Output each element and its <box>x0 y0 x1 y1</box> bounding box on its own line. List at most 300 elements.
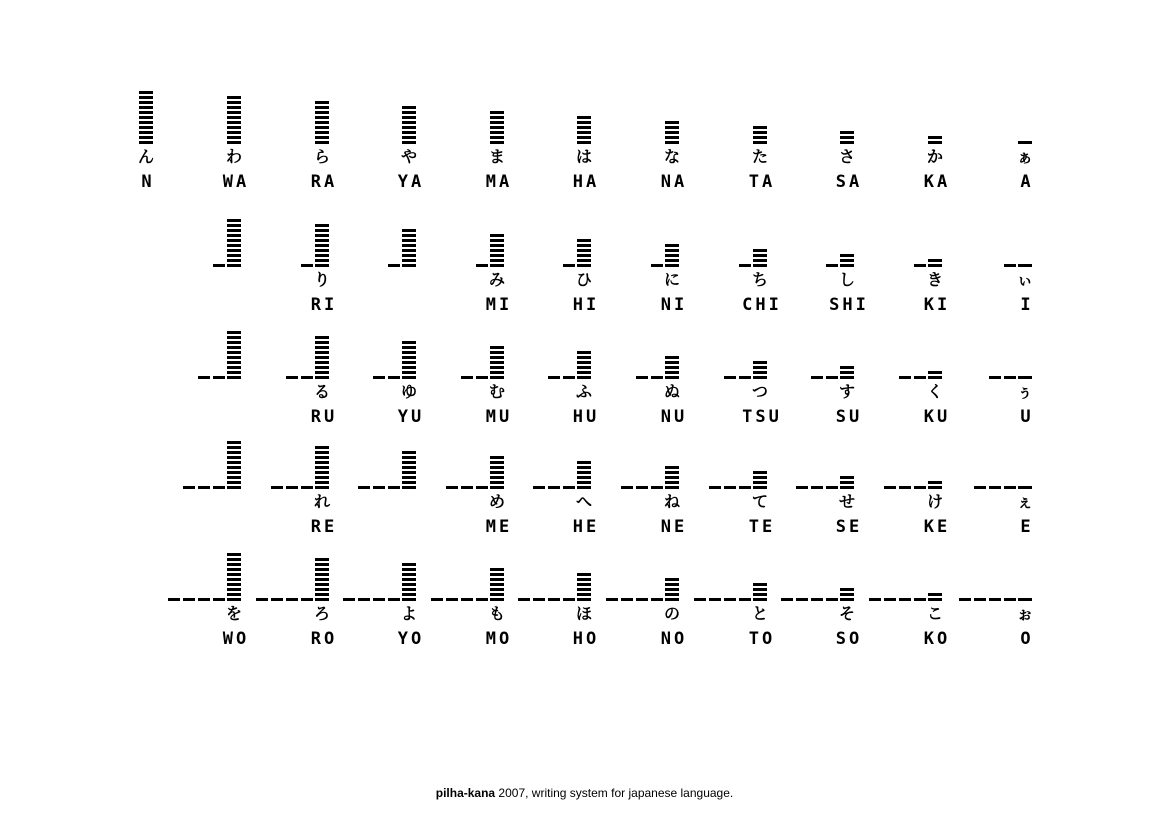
romaji-label: YA <box>397 172 425 192</box>
romaji-label: TSU <box>742 407 782 427</box>
romaji-label: NO <box>660 629 688 649</box>
stack-bar <box>577 583 591 586</box>
stack-bar <box>840 141 854 144</box>
stack-bar <box>577 598 591 601</box>
stack-bar <box>227 583 241 586</box>
stack-bar <box>227 229 241 232</box>
kana-label: や <box>400 147 417 166</box>
stack-bar <box>840 259 854 262</box>
stack-bar <box>402 366 416 369</box>
romaji-label: RU <box>310 407 338 427</box>
stack-bar <box>577 466 591 469</box>
dash-bar <box>914 376 926 379</box>
stack-bar <box>753 588 767 591</box>
dash-bar <box>563 486 575 489</box>
stack-bar <box>139 126 153 129</box>
stack-bar <box>665 264 679 267</box>
dash-bar <box>651 598 663 601</box>
stack-bar <box>928 259 942 262</box>
stack-bar <box>227 371 241 374</box>
stack-bar <box>402 376 416 379</box>
stack-bar <box>315 341 329 344</box>
romaji-label: SA <box>835 172 863 192</box>
romaji-label: WO <box>222 629 250 649</box>
dash-bar <box>301 376 313 379</box>
stack-bar <box>665 254 679 257</box>
stack-bar <box>402 578 416 581</box>
stack-bar <box>227 131 241 134</box>
dash-bar <box>974 598 986 601</box>
stack-bar <box>227 446 241 449</box>
kana-label: す <box>838 382 855 401</box>
dash-bar <box>213 376 225 379</box>
kana-label: せ <box>838 492 855 511</box>
stack-bar <box>753 259 767 262</box>
stack-bar <box>577 126 591 129</box>
kana-label: め <box>488 492 505 511</box>
dash-bar <box>548 598 560 601</box>
stack-bar <box>315 346 329 349</box>
stack-bar <box>490 244 504 247</box>
stack-bar <box>227 573 241 576</box>
stack-bar <box>490 481 504 484</box>
stack-bar <box>665 588 679 591</box>
kana-label: り <box>313 270 330 289</box>
stack-bar <box>665 486 679 489</box>
dash-bar <box>271 486 283 489</box>
kana-label: れ <box>313 492 330 511</box>
stack-bar <box>402 476 416 479</box>
stack-bar <box>402 593 416 596</box>
dash-bar <box>563 598 575 601</box>
stack-bar <box>753 481 767 484</box>
dash-bar <box>183 486 195 489</box>
stack-bar <box>753 376 767 379</box>
kana-label: と <box>751 604 768 623</box>
stack-bar <box>402 588 416 591</box>
stack-bar <box>577 578 591 581</box>
stack-bar <box>315 563 329 566</box>
romaji-label: U <box>1020 407 1034 427</box>
stack-bar <box>490 239 504 242</box>
dash-bar <box>899 376 911 379</box>
stack-bar <box>227 476 241 479</box>
stack-bar <box>753 476 767 479</box>
stack-bar <box>227 244 241 247</box>
kana-label: く <box>926 382 943 401</box>
stack-bar <box>490 461 504 464</box>
kana-label: し <box>838 270 855 289</box>
stack-bar <box>1018 486 1032 489</box>
dash-bar <box>826 264 838 267</box>
dash-bar <box>811 598 823 601</box>
stack-bar <box>665 471 679 474</box>
stack-bar <box>490 121 504 124</box>
romaji-label: YU <box>397 407 425 427</box>
dash-bar <box>431 598 443 601</box>
stack-bar <box>753 486 767 489</box>
stack-bar <box>315 116 329 119</box>
dash-bar <box>461 376 473 379</box>
stack-bar <box>490 116 504 119</box>
stack-bar <box>753 471 767 474</box>
stack-bar <box>577 588 591 591</box>
stack-bar <box>315 578 329 581</box>
stack-bar <box>227 466 241 469</box>
stack-bar <box>402 239 416 242</box>
stack-bar <box>139 91 153 94</box>
stack-bar <box>227 121 241 124</box>
stack-bar <box>402 563 416 566</box>
dash-bar <box>286 486 298 489</box>
stack-bar <box>402 111 416 114</box>
stack-bar <box>665 361 679 364</box>
dash-bar <box>373 376 385 379</box>
stack-bar <box>928 481 942 484</box>
dash-bar <box>446 486 458 489</box>
kana-label: ふ <box>575 382 592 401</box>
dash-bar <box>168 598 180 601</box>
stack-bar <box>665 466 679 469</box>
stack-bar <box>315 111 329 114</box>
stack-bar <box>753 254 767 257</box>
kana-label: に <box>663 270 680 289</box>
stack-bar <box>402 259 416 262</box>
stack-bar <box>315 598 329 601</box>
dash-bar <box>739 264 751 267</box>
stack-bar <box>577 254 591 257</box>
dash-bar <box>301 598 313 601</box>
stack-bar <box>490 259 504 262</box>
stack-bar <box>753 593 767 596</box>
stack-bar <box>753 131 767 134</box>
stack-bar <box>227 239 241 242</box>
stack-bar <box>840 264 854 267</box>
dash-bar <box>709 598 721 601</box>
dash-bar <box>884 486 896 489</box>
stack-bar <box>227 331 241 334</box>
stack-bar <box>490 254 504 257</box>
stack-bar <box>315 141 329 144</box>
dash-bar <box>989 376 1001 379</box>
dash-bar <box>198 486 210 489</box>
stack-bar <box>753 598 767 601</box>
stack-bar <box>490 356 504 359</box>
stack-bar <box>139 116 153 119</box>
stack-bar <box>402 356 416 359</box>
dash-bar <box>621 598 633 601</box>
stack-bar <box>840 371 854 374</box>
stack-bar <box>402 116 416 119</box>
romaji-label: HO <box>572 629 600 649</box>
stack-bar <box>315 259 329 262</box>
stack-bar <box>577 131 591 134</box>
kana-label: よ <box>400 604 417 623</box>
kana-label: け <box>926 492 943 511</box>
stack-bar <box>139 96 153 99</box>
caption-title: pilha-kana <box>435 786 496 800</box>
stack-bar <box>315 376 329 379</box>
stack-bar <box>139 111 153 114</box>
kana-label: ん <box>137 147 154 166</box>
dash-bar <box>388 486 400 489</box>
stack-bar <box>490 136 504 139</box>
stack-bar <box>928 371 942 374</box>
stack-bar <box>840 593 854 596</box>
stack-bar <box>928 264 942 267</box>
dash-bar <box>548 376 560 379</box>
kana-label: ひ <box>575 270 592 289</box>
kana-label: も <box>488 604 505 623</box>
kana-label: つ <box>751 382 768 401</box>
romaji-label: KE <box>923 517 951 537</box>
kana-label: へ <box>575 492 592 511</box>
stack-bar <box>315 264 329 267</box>
stack-bar <box>840 254 854 257</box>
stack-bar <box>315 121 329 124</box>
stack-bar <box>577 264 591 267</box>
stack-bar <box>840 486 854 489</box>
dash-bar <box>446 598 458 601</box>
stack-bar <box>577 461 591 464</box>
dash-bar <box>476 264 488 267</box>
dash-bar <box>739 376 751 379</box>
stack-bar <box>139 136 153 139</box>
stack-bar <box>227 441 241 444</box>
stack-bar <box>315 461 329 464</box>
stack-bar <box>227 356 241 359</box>
dash-bar <box>724 598 736 601</box>
dash-bar <box>709 486 721 489</box>
stack-bar <box>315 568 329 571</box>
kana-label: ね <box>663 492 680 511</box>
stack-bar <box>490 476 504 479</box>
dash-bar <box>914 598 926 601</box>
romaji-label: ME <box>485 517 513 537</box>
stack-bar <box>315 224 329 227</box>
kana-label: ぇ <box>1016 492 1033 511</box>
stack-bar <box>315 481 329 484</box>
stack-bar <box>665 259 679 262</box>
stack-bar <box>227 376 241 379</box>
romaji-label: KA <box>923 172 951 192</box>
dash-bar <box>781 598 793 601</box>
stack-bar <box>577 249 591 252</box>
romaji-label: YO <box>397 629 425 649</box>
stack-bar <box>665 121 679 124</box>
stack-bar <box>490 593 504 596</box>
caption-text: 2007, writing system for japanese language. <box>495 786 734 800</box>
stack-bar <box>227 451 241 454</box>
stack-bar <box>402 141 416 144</box>
romaji-label: SE <box>835 517 863 537</box>
stack-bar <box>840 131 854 134</box>
romaji-label: NA <box>660 172 688 192</box>
stack-bar <box>490 361 504 364</box>
dash-bar <box>989 598 1001 601</box>
stack-bar <box>490 568 504 571</box>
stack-bar <box>402 568 416 571</box>
romaji-label: KI <box>923 295 951 315</box>
stack-bar <box>402 573 416 576</box>
stack-bar <box>665 578 679 581</box>
romaji-label: HA <box>572 172 600 192</box>
dash-bar <box>914 486 926 489</box>
stack-bar <box>315 451 329 454</box>
stack-bar <box>227 588 241 591</box>
stack-bar <box>753 264 767 267</box>
stack-bar <box>227 351 241 354</box>
stack-bar <box>665 593 679 596</box>
stack-bar <box>315 361 329 364</box>
stack-bar <box>840 376 854 379</box>
stack-bar <box>315 593 329 596</box>
kana-label: を <box>225 604 242 623</box>
stack-bar <box>227 366 241 369</box>
dash-bar <box>826 376 838 379</box>
kana-label: む <box>488 382 505 401</box>
stack-bar <box>227 341 241 344</box>
dash-bar <box>636 598 648 601</box>
stack-bar <box>577 244 591 247</box>
stack-bar <box>227 481 241 484</box>
stack-bar <box>490 249 504 252</box>
romaji-label: N <box>141 172 155 192</box>
stack-bar <box>227 456 241 459</box>
dash-bar <box>636 376 648 379</box>
stack-bar <box>577 371 591 374</box>
stack-bar <box>490 573 504 576</box>
stack-bar <box>402 481 416 484</box>
stack-bar <box>490 371 504 374</box>
dash-bar <box>1004 486 1016 489</box>
stack-bar <box>227 101 241 104</box>
kana-label: ぃ <box>1016 270 1033 289</box>
stack-bar <box>402 264 416 267</box>
stack-bar <box>139 106 153 109</box>
stack-bar <box>577 593 591 596</box>
kana-label: ぉ <box>1016 604 1033 623</box>
stack-bar <box>402 121 416 124</box>
dash-bar <box>198 598 210 601</box>
stack-bar <box>577 116 591 119</box>
stack-bar <box>928 598 942 601</box>
stack-bar <box>577 239 591 242</box>
dash-bar <box>548 486 560 489</box>
kana-label: ろ <box>313 604 330 623</box>
dash-bar <box>461 598 473 601</box>
dash-bar <box>213 598 225 601</box>
dash-bar <box>796 486 808 489</box>
stack-bar <box>227 553 241 556</box>
stack-bar <box>490 583 504 586</box>
stack-bar <box>577 471 591 474</box>
stack-bar <box>315 588 329 591</box>
stack-bar <box>753 141 767 144</box>
stack-bar <box>490 471 504 474</box>
stack-bar <box>315 471 329 474</box>
stack-bar <box>665 244 679 247</box>
dash-bar <box>884 598 896 601</box>
dash-bar <box>358 598 370 601</box>
dash-bar <box>271 598 283 601</box>
dash-bar <box>724 376 736 379</box>
stack-bar <box>402 486 416 489</box>
stack-bar <box>1018 264 1032 267</box>
stack-bar <box>490 346 504 349</box>
stack-bar <box>490 486 504 489</box>
kana-label: な <box>663 147 680 166</box>
dash-bar <box>914 264 926 267</box>
stack-bar <box>490 366 504 369</box>
stack-bar <box>402 244 416 247</box>
kana-label: さ <box>838 147 855 166</box>
stack-bar <box>402 136 416 139</box>
stack-bar <box>490 234 504 237</box>
stack-bar <box>139 101 153 104</box>
romaji-label: TO <box>748 629 776 649</box>
dash-bar <box>563 264 575 267</box>
dash-bar <box>213 486 225 489</box>
stack-bar <box>315 583 329 586</box>
stack-bar <box>665 371 679 374</box>
stack-bar <box>227 361 241 364</box>
stack-bar <box>577 481 591 484</box>
stack-bar <box>490 141 504 144</box>
stack-bar <box>577 356 591 359</box>
kana-label: た <box>751 147 768 166</box>
dash-bar <box>358 486 370 489</box>
romaji-label: NE <box>660 517 688 537</box>
stack-bar <box>139 141 153 144</box>
dash-bar <box>826 486 838 489</box>
stack-bar <box>753 366 767 369</box>
stack-bar <box>577 351 591 354</box>
stack-bar <box>227 598 241 601</box>
romaji-label: HI <box>572 295 600 315</box>
stack-bar <box>227 106 241 109</box>
kana-label: ゆ <box>400 382 417 401</box>
kana-label: ち <box>751 270 768 289</box>
kana-label: ま <box>488 147 505 166</box>
dash-bar <box>811 486 823 489</box>
stack-bar <box>402 249 416 252</box>
stack-bar <box>227 461 241 464</box>
kana-label: き <box>926 270 943 289</box>
romaji-label: SHI <box>829 295 869 315</box>
dash-bar <box>811 376 823 379</box>
romaji-label: MA <box>485 172 513 192</box>
romaji-label: NI <box>660 295 688 315</box>
stack-bar <box>227 563 241 566</box>
stack-bar <box>577 121 591 124</box>
stack-bar <box>227 126 241 129</box>
stack-bar <box>315 356 329 359</box>
kana-label: て <box>751 492 768 511</box>
stack-bar <box>577 141 591 144</box>
stack-bar <box>665 481 679 484</box>
stack-bar <box>227 264 241 267</box>
stack-bar <box>665 598 679 601</box>
kana-label: み <box>488 270 505 289</box>
stack-bar <box>577 136 591 139</box>
romaji-label: TE <box>748 517 776 537</box>
stack-bar <box>753 371 767 374</box>
dash-bar <box>373 486 385 489</box>
dash-bar <box>461 486 473 489</box>
romaji-label: RO <box>310 629 338 649</box>
stack-bar <box>840 366 854 369</box>
